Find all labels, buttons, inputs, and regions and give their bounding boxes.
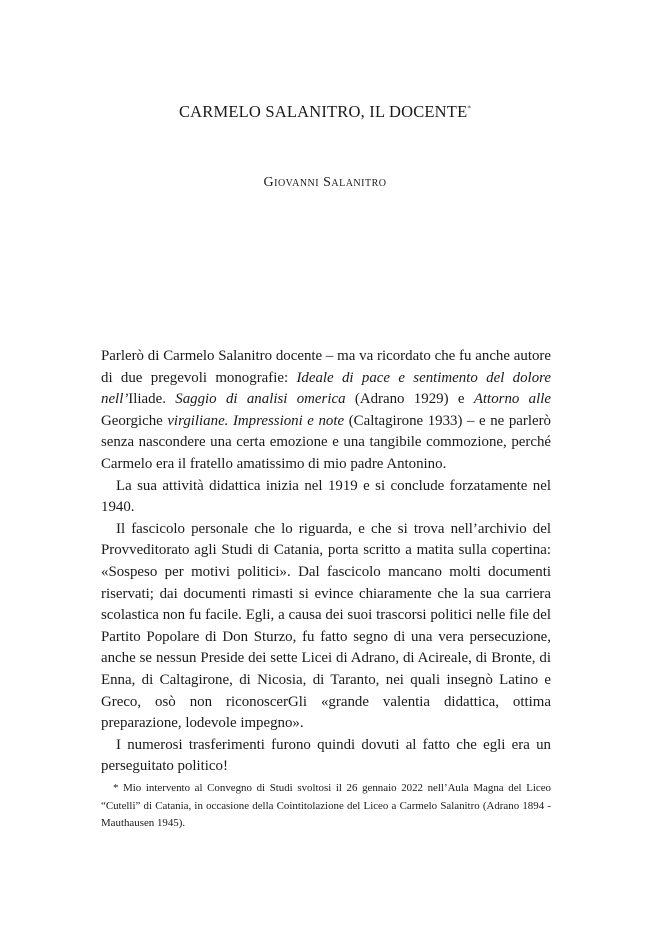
title-text: CARMELO SALANITRO, IL DOCENTE [178,102,468,121]
page-title [0,102,650,122]
article-body [101,346,551,778]
p1-text-i: (Caltagirone 1933) – e ne parlerò senza nascondere una certa emozione e una tangibile commozione, perché Carmelo era il fratello amatissimo di mio padre Antonino. [101,412,551,472]
p1-italic-virgiliane: virgiliane. Impressioni e note [167,412,345,429]
p1-italic-attorno: Attorno alle [473,391,551,408]
paragraph-1 [101,346,551,476]
p1-text-g: Georgiche [101,412,168,429]
p1-text-e: (Adrano 1929) e [345,391,474,408]
p1-text-c: Iliade. [128,391,176,408]
author-name: Giovanni Salanitro [263,175,387,190]
p1-text-a: Parlerò di Carmelo Salanitro docente – ma va ricordato che fu anche autore di due pregevoli monografie: [101,348,551,386]
paragraph-4: I numerosi trasferimenti furono quindi dovuti al fatto che egli era un perseguitato politico! [101,736,551,775]
footnote-marker: * [467,104,472,113]
p1-italic-subtitle: Saggio di analisi omerica [175,391,346,408]
paragraph-3: Il fascicolo personale che lo riguarda, e che si trova nell’archivio del Provveditorato agli Studi di Catania, porta scritto a matita sulla copertina: «Sospeso per motivi politici». Dal fascicolo mancano molti documenti riservati; dai documenti rimasti si evince chiaramente che la sua carriera scolastica non fu facile. Egli, a causa dei suoi trascorsi politici nelle file del Partito Popolare di Don Sturzo, fu fatto segno di una vera persecuzione, anche se nessun Preside dei sette Licei di Adrano, di Acireale, di Bronte, di Enna, di Caltagirone, di Nicosia, di Taranto, nei quali insegnò Latino e Greco, osò non riconoscerGli «grande valentia didattica, ottima preparazione, lodevole impegno». [101,520,551,732]
p1-italic-title: Ideale di pace e sentimento del dolore nell’ [101,369,551,408]
paragraph-2: La sua attività didattica inizia nel 1919 e si conclude forzatamente nel 1940. [101,477,551,516]
footnote-text: * Mio intervento al Convegno di Studi svoltosi il 26 gennaio 2022 nell’Aula Magna del Liceo “Cutelli” di Catania, in occasione della Cointitolazione del Liceo a Carmelo Salanitro (Adrano 1894 - Mauthausen 1945). [101,782,551,829]
footnote [101,780,551,833]
